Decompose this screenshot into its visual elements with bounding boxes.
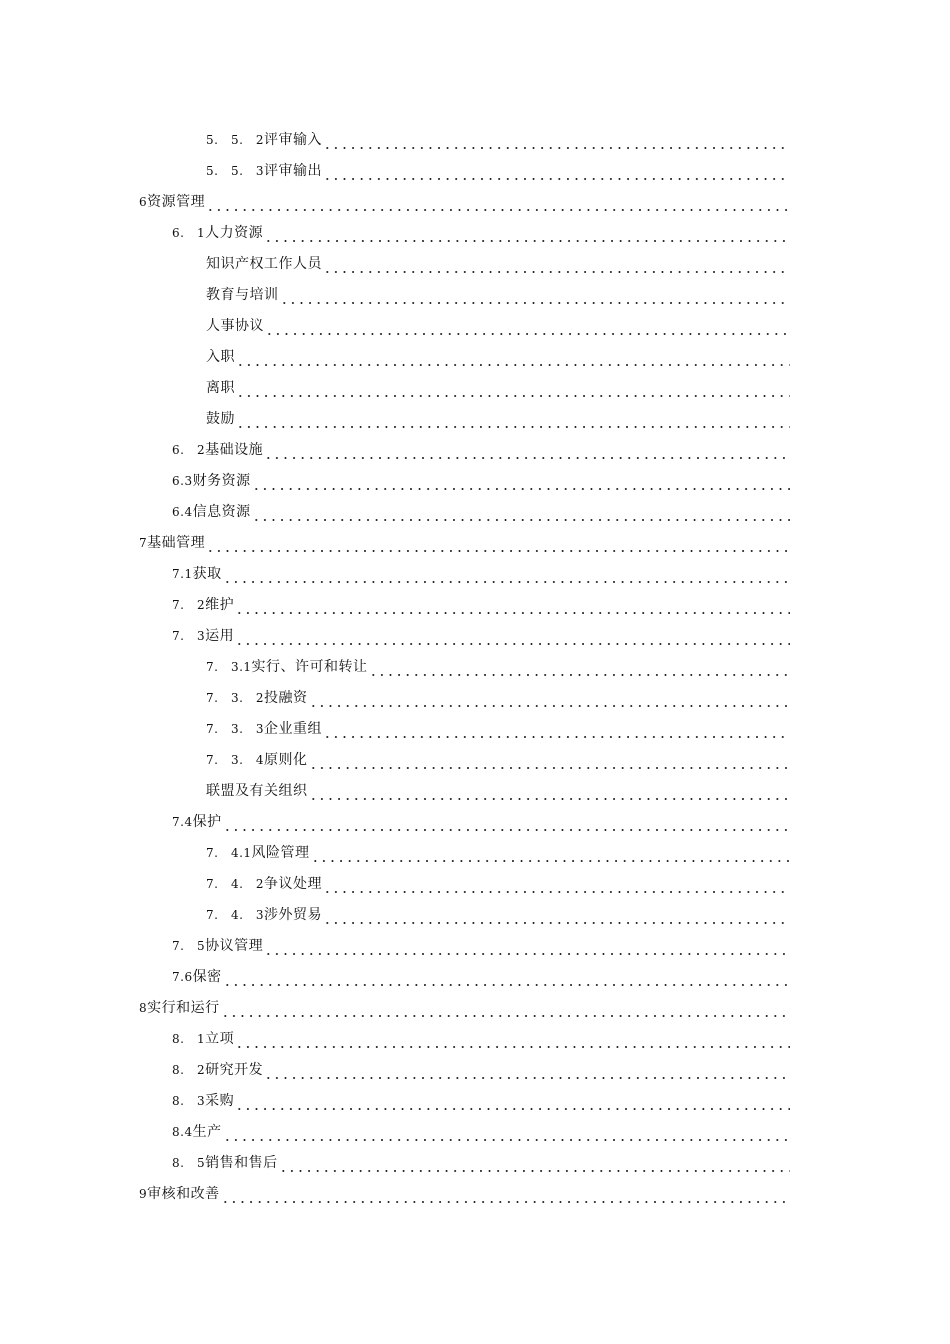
toc-entry-title: 争议处理: [264, 875, 323, 892]
toc-entry[interactable]: [0, 1116, 950, 1147]
toc-entry-title: 研究开发: [205, 1061, 264, 1078]
toc-entry-text: [206, 874, 322, 894]
toc-entry-text: [206, 285, 279, 305]
toc-entry-title: 入职: [206, 348, 235, 365]
dot-leader: [323, 913, 790, 925]
toc-entry-title: 采购: [205, 1092, 235, 1109]
dot-leader: [323, 169, 790, 181]
toc-entry-title: 基础设施: [205, 441, 264, 458]
toc-entry-number: 5. 5. 3: [206, 163, 265, 178]
toc-entry-title: 获取: [192, 565, 222, 582]
toc-entry-number: 7. 4. 2: [206, 876, 265, 891]
dot-leader: [236, 417, 790, 429]
toc-entry-title: 协议管理: [205, 937, 264, 954]
dot-leader: [323, 882, 790, 894]
dot-leader: [223, 820, 790, 832]
toc-entry-number: 6.3: [172, 473, 193, 488]
toc-entry-title: 人事协议: [206, 317, 264, 334]
toc-entry-number: 7. 3. 2: [206, 690, 265, 705]
dot-leader: [323, 262, 790, 274]
toc-entry-text: [206, 843, 310, 863]
toc-entry-title: 运用: [205, 627, 235, 644]
toc-entry-title: 资源管理: [147, 193, 206, 210]
dot-leader: [223, 1130, 790, 1142]
toc-entry[interactable]: [0, 620, 950, 651]
toc-entry-number: 8: [139, 1000, 148, 1015]
toc-entry[interactable]: [0, 372, 950, 403]
toc-entry-text: [206, 254, 322, 274]
toc-entry-number: 7. 3.1: [206, 659, 252, 674]
toc-entry-title: 评审输出: [264, 162, 323, 179]
toc-entry-text: [172, 502, 251, 522]
toc-entry-title: 实行、许可和转让: [251, 658, 368, 675]
toc-entry-text: [172, 1153, 278, 1173]
toc-entry-number: 8.4: [172, 1124, 193, 1139]
dot-leader: [323, 138, 790, 150]
toc-entry[interactable]: [0, 465, 950, 496]
toc-entry[interactable]: [0, 124, 950, 155]
toc-entry-text: [206, 750, 308, 770]
toc-entry[interactable]: [0, 589, 950, 620]
dot-leader: [311, 851, 790, 863]
toc-entry-number: 5. 5. 2: [206, 132, 265, 147]
toc-entry[interactable]: [0, 992, 950, 1023]
dot-leader: [279, 1161, 790, 1173]
toc-entry[interactable]: [0, 868, 950, 899]
toc-entry-title: 基础管理: [147, 534, 206, 551]
toc-entry-text: [206, 657, 368, 677]
toc-entry-text: [172, 967, 222, 987]
toc-entry[interactable]: [0, 558, 950, 589]
toc-entry-text: [172, 471, 251, 491]
toc-entry[interactable]: [0, 341, 950, 372]
toc-entry-title: 维护: [205, 596, 235, 613]
toc-entry-title: 教育与培训: [206, 286, 279, 303]
toc-entry[interactable]: [0, 279, 950, 310]
toc-entry-text: [206, 161, 322, 181]
dot-leader: [206, 200, 790, 212]
toc-entry-number: 8. 1: [172, 1031, 206, 1046]
table-of-contents: [0, 124, 950, 1209]
toc-entry-text: [172, 1091, 234, 1111]
toc-entry-title: 生产: [192, 1123, 222, 1140]
toc-entry-title: 原则化: [264, 751, 308, 768]
toc-entry-title: 实行和运行: [147, 999, 220, 1016]
toc-entry[interactable]: [0, 1147, 950, 1178]
toc-entry[interactable]: [0, 527, 950, 558]
toc-entry[interactable]: [0, 651, 950, 682]
toc-entry-title: 鼓励: [206, 410, 235, 427]
toc-entry-number: 7.4: [172, 814, 193, 829]
dot-leader: [323, 727, 790, 739]
toc-entry[interactable]: [0, 186, 950, 217]
toc-entry[interactable]: [0, 713, 950, 744]
toc-entry-text: [172, 223, 263, 243]
toc-entry-text: [172, 1122, 222, 1142]
toc-entry-title: 投融资: [264, 689, 308, 706]
toc-entry-title: 联盟及有关组织: [206, 782, 308, 799]
toc-entry-text: [206, 316, 264, 336]
toc-entry-text: [206, 781, 308, 801]
toc-entry[interactable]: [0, 1054, 950, 1085]
toc-entry-number: 7.1: [172, 566, 193, 581]
toc-entry-text: [206, 347, 235, 367]
toc-entry-text: [139, 192, 205, 212]
dot-leader: [280, 293, 791, 305]
toc-entry[interactable]: [0, 155, 950, 186]
toc-entry-number: 8. 2: [172, 1062, 206, 1077]
dot-leader: [264, 1068, 790, 1080]
toc-entry-title: 风险管理: [251, 844, 310, 861]
toc-entry-text: [172, 440, 263, 460]
toc-entry-text: [172, 936, 263, 956]
toc-entry-number: 8. 3: [172, 1093, 206, 1108]
dot-leader: [264, 231, 790, 243]
toc-entry-number: 6. 2: [172, 442, 206, 457]
toc-entry-text: [172, 595, 234, 615]
dot-leader: [235, 1099, 790, 1111]
dot-leader: [264, 944, 790, 956]
dot-leader: [221, 1006, 790, 1018]
dot-leader: [264, 448, 790, 460]
toc-entry-title: 评审输入: [264, 131, 323, 148]
toc-entry-number: 7. 5: [172, 938, 206, 953]
toc-entry-number: 8. 5: [172, 1155, 206, 1170]
dot-leader: [236, 386, 790, 398]
dot-leader: [235, 634, 790, 646]
toc-entry-title: 涉外贸易: [264, 906, 323, 923]
toc-entry[interactable]: [0, 961, 950, 992]
dot-leader: [369, 665, 790, 677]
toc-entry-text: [172, 626, 234, 646]
toc-entry-number: 7: [139, 535, 148, 550]
toc-entry-number: 6. 1: [172, 225, 206, 240]
toc-entry[interactable]: [0, 806, 950, 837]
toc-entry-title: 离职: [206, 379, 235, 396]
dot-leader: [309, 758, 790, 770]
toc-entry-text: [172, 564, 222, 584]
toc-entry-text: [172, 812, 222, 832]
dot-leader: [206, 541, 790, 553]
toc-entry-number: 7.6: [172, 969, 193, 984]
dot-leader: [252, 479, 790, 491]
toc-entry-title: 保密: [192, 968, 222, 985]
toc-entry-text: [172, 1029, 234, 1049]
toc-entry[interactable]: [0, 310, 950, 341]
toc-entry-number: 6.4: [172, 504, 193, 519]
dot-leader: [235, 603, 790, 615]
dot-leader: [252, 510, 790, 522]
toc-entry[interactable]: [0, 1023, 950, 1054]
toc-entry-title: 财务资源: [192, 472, 251, 489]
toc-entry-number: 7. 4. 3: [206, 907, 265, 922]
toc-entry[interactable]: [0, 744, 950, 775]
toc-entry[interactable]: [0, 434, 950, 465]
toc-entry-title: 销售和售后: [205, 1154, 278, 1171]
dot-leader: [221, 1192, 790, 1204]
toc-entry-number: 7. 3. 4: [206, 752, 265, 767]
toc-entry-text: [206, 409, 235, 429]
toc-entry-text: [139, 1184, 220, 1204]
toc-entry[interactable]: [0, 1085, 950, 1116]
dot-leader: [309, 789, 791, 801]
toc-entry-text: [139, 998, 220, 1018]
toc-entry-title: 信息资源: [192, 503, 251, 520]
toc-entry-number: 9: [139, 1186, 148, 1201]
toc-entry[interactable]: [0, 403, 950, 434]
toc-entry-text: [206, 905, 322, 925]
dot-leader: [223, 572, 790, 584]
toc-entry-text: [206, 688, 308, 708]
toc-entry-number: 7. 3: [172, 628, 206, 643]
dot-leader: [235, 1037, 790, 1049]
toc-entry-text: [206, 378, 235, 398]
dot-leader: [309, 696, 790, 708]
toc-entry-title: 审核和改善: [147, 1185, 220, 1202]
toc-entry[interactable]: [0, 496, 950, 527]
toc-entry[interactable]: [0, 217, 950, 248]
toc-entry[interactable]: [0, 248, 950, 279]
toc-entry-title: 企业重组: [264, 720, 323, 737]
toc-entry-title: 立项: [205, 1030, 235, 1047]
toc-entry-text: [206, 719, 322, 739]
toc-entry-number: 6: [139, 194, 148, 209]
toc-entry-text: [139, 533, 205, 553]
toc-entry[interactable]: [0, 899, 950, 930]
dot-leader: [236, 355, 790, 367]
dot-leader: [223, 975, 790, 987]
toc-entry-title: 知识产权工作人员: [206, 255, 322, 272]
toc-entry[interactable]: [0, 930, 950, 961]
toc-entry-number: 7. 3. 3: [206, 721, 265, 736]
toc-entry-title: 人力资源: [205, 224, 264, 241]
dot-leader: [265, 324, 790, 336]
toc-entry[interactable]: [0, 1178, 950, 1209]
toc-entry-text: [206, 130, 322, 150]
toc-entry-number: 7. 2: [172, 597, 206, 612]
toc-entry-number: 7. 4.1: [206, 845, 252, 860]
toc-entry[interactable]: [0, 775, 950, 806]
toc-entry-title: 保护: [192, 813, 222, 830]
toc-entry[interactable]: [0, 682, 950, 713]
toc-entry[interactable]: [0, 837, 950, 868]
toc-entry-text: [172, 1060, 263, 1080]
